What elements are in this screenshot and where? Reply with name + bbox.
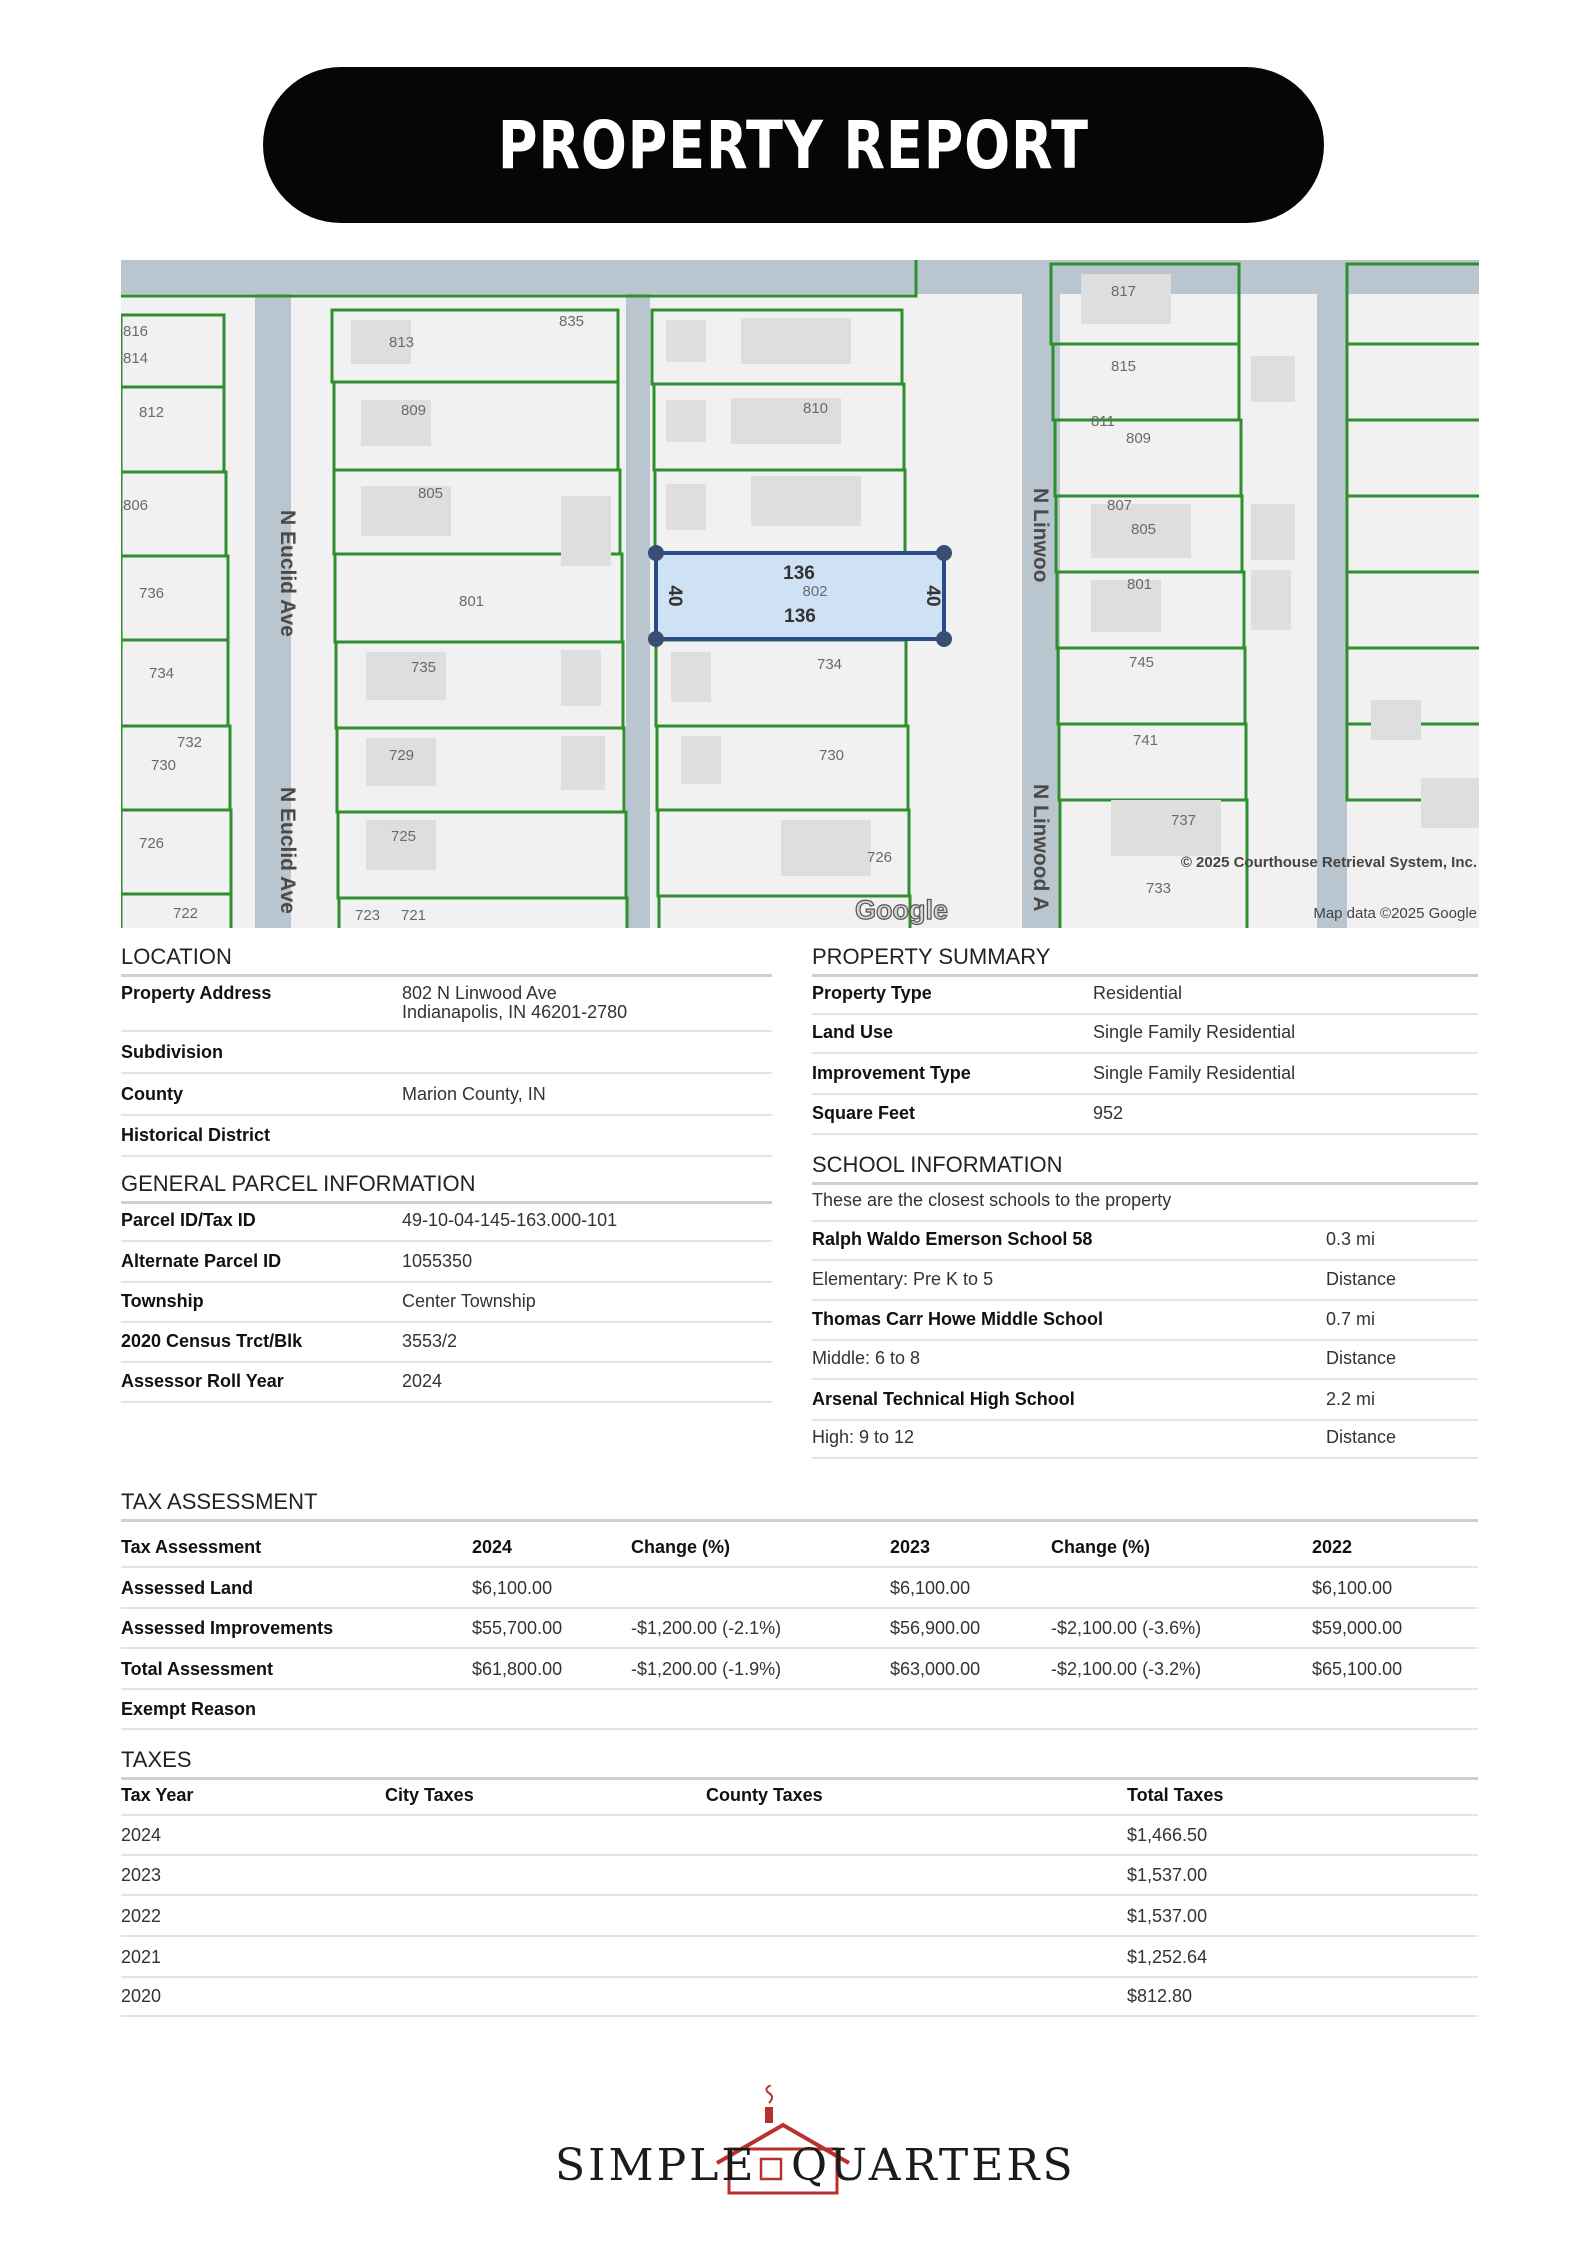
lot-dim-left: 40 — [664, 585, 685, 607]
brand-name-quarters: QUARTERS — [791, 2140, 1076, 2191]
svg-text:807: 807 — [1107, 497, 1133, 514]
parcel-map-svg — [121, 260, 1479, 928]
parcel-row-census: 2020 Census Trct/Blk 3553/2 — [121, 1331, 772, 1363]
svg-text:734: 734 — [149, 665, 175, 682]
taxes-row-2021: 2021 $1,252.64 — [121, 1947, 1478, 1978]
taxes-row-2020: 2020 $812.80 — [121, 1986, 1478, 2017]
svg-text:736: 736 — [139, 585, 165, 602]
parcel-map[interactable] — [121, 260, 1479, 928]
svg-text:812: 812 — [139, 404, 165, 421]
location-row-county: County Marion County, IN — [121, 1084, 772, 1116]
school-3-name-row: Arsenal Technical High School 2.2 mi — [812, 1389, 1478, 1421]
taxes-heading: TAXES — [121, 1747, 1478, 1780]
svg-text:809: 809 — [1126, 430, 1152, 447]
assessment-row-total: Total Assessment $61,800.00 -$1,200.00 (-1.9%) $63,000.00 -$2,100.00 (-3.2%) $65,100.00 — [121, 1659, 1478, 1690]
footer-logo — [555, 2085, 1076, 2195]
street-name-linwood-2: N Linwood A — [1029, 784, 1052, 912]
svg-text:730: 730 — [819, 747, 845, 764]
school-1-level-row: Elementary: Pre K to 5 Distance — [812, 1269, 1478, 1301]
svg-text:730: 730 — [151, 757, 177, 774]
school-1-name-row: Ralph Waldo Emerson School 58 0.3 mi — [812, 1229, 1478, 1261]
map-data-attribution: Map data ©2025 Google — [1313, 905, 1477, 922]
svg-text:721: 721 — [401, 907, 427, 924]
assessment-row-exempt: Exempt Reason — [121, 1699, 1478, 1730]
svg-text:729: 729 — [389, 747, 415, 764]
svg-text:801: 801 — [1127, 576, 1153, 593]
svg-text:805: 805 — [1131, 521, 1157, 538]
location-row-address: Property Address 802 N Linwood Ave Indianapolis, IN 46201-2780 — [121, 983, 772, 1032]
svg-text:810: 810 — [803, 400, 829, 417]
street-name-euclid-2: N Euclid Ave — [276, 787, 299, 914]
map-copyright: © 2025 Courthouse Retrieval System, Inc. — [1180, 854, 1477, 871]
school-3-level-row: High: 9 to 12 Distance — [812, 1427, 1478, 1459]
assessment-row-improvements: Assessed Improvements $55,700.00 -$1,200.00 (-2.1%) $56,900.00 -$2,100.00 (-3.6%) $59,000.00 — [121, 1618, 1478, 1649]
svg-text:735: 735 — [411, 659, 437, 676]
svg-text:732: 732 — [177, 734, 203, 751]
assessment-row-land: Assessed Land $6,100.00 $6,100.00 $6,100.00 — [121, 1578, 1478, 1609]
svg-text:805: 805 — [418, 485, 444, 502]
summary-row-sqft: Square Feet 952 — [812, 1103, 1478, 1135]
svg-text:817: 817 — [1111, 283, 1137, 300]
parcel-row-township: Township Center Township — [121, 1291, 772, 1323]
report-title: PROPERTY REPORT — [498, 106, 1089, 184]
taxes-row-2023: 2023 $1,537.00 — [121, 1865, 1478, 1896]
svg-text:723: 723 — [355, 907, 381, 924]
summary-row-improvement: Improvement Type Single Family Residential — [812, 1063, 1478, 1095]
summary-heading: PROPERTY SUMMARY — [812, 944, 1478, 977]
school-note: These are the closest schools to the property — [812, 1190, 1478, 1222]
svg-text:809: 809 — [401, 402, 427, 419]
report-title-banner — [263, 67, 1324, 223]
lot-dim-bottom: 136 — [784, 606, 816, 627]
svg-text:726: 726 — [867, 849, 893, 866]
subject-lot[interactable] — [648, 545, 952, 647]
svg-text:801: 801 — [459, 593, 485, 610]
road-top — [121, 260, 1479, 294]
svg-text:814: 814 — [123, 350, 149, 367]
svg-text:722: 722 — [173, 905, 199, 922]
summary-row-type: Property Type Residential — [812, 983, 1478, 1015]
svg-text:737: 737 — [1171, 812, 1197, 829]
lot-number-subject: 802 — [802, 583, 828, 600]
google-logo: Google — [855, 895, 948, 925]
svg-text:725: 725 — [391, 828, 417, 845]
parcel-row-roll-year: Assessor Roll Year 2024 — [121, 1371, 772, 1403]
parcel-heading: GENERAL PARCEL INFORMATION — [121, 1171, 772, 1204]
svg-text:745: 745 — [1129, 654, 1155, 671]
svg-text:806: 806 — [123, 497, 149, 514]
svg-text:734: 734 — [817, 656, 843, 673]
summary-row-land-use: Land Use Single Family Residential — [812, 1022, 1478, 1054]
svg-text:741: 741 — [1133, 732, 1159, 749]
lots-col1 — [121, 315, 231, 928]
lot-dim-right: 40 — [922, 585, 943, 607]
svg-text:733: 733 — [1146, 880, 1172, 897]
location-row-subdivision: Subdivision — [121, 1042, 772, 1074]
assessment-heading: TAX ASSESSMENT — [121, 1489, 1478, 1522]
svg-text:813: 813 — [389, 334, 415, 351]
brand-name-simple: SIMPLE — [555, 2140, 757, 2191]
svg-text:815: 815 — [1111, 358, 1137, 375]
road-alley — [626, 294, 650, 928]
svg-text:816: 816 — [123, 323, 149, 340]
lot-labels-col1 — [123, 323, 202, 922]
lot-dim-top: 136 — [783, 563, 815, 584]
taxes-row-2024: 2024 $1,466.50 — [121, 1825, 1478, 1856]
parcel-row-alternate: Alternate Parcel ID 1055350 — [121, 1251, 772, 1283]
school-heading: SCHOOL INFORMATION — [812, 1152, 1478, 1185]
svg-text:726: 726 — [139, 835, 165, 852]
road-right — [1317, 260, 1347, 928]
school-2-name-row: Thomas Carr Howe Middle School 0.7 mi — [812, 1309, 1478, 1341]
parcel-row-id: Parcel ID/Tax ID 49-10-04-145-163.000-101 — [121, 1210, 772, 1242]
street-name-linwood-1: N Linwoo — [1029, 488, 1052, 583]
location-row-historical: Historical District — [121, 1125, 772, 1157]
svg-text:811: 811 — [1091, 413, 1115, 430]
assessment-header-row: Tax Assessment 2024 Change (%) 2023 Change (%) 2022 — [121, 1537, 1478, 1568]
location-heading: LOCATION — [121, 944, 772, 977]
school-2-level-row: Middle: 6 to 8 Distance — [812, 1348, 1478, 1380]
taxes-row-2022: 2022 $1,537.00 — [121, 1906, 1478, 1937]
taxes-header-row: Tax Year City Taxes County Taxes Total Taxes — [121, 1785, 1478, 1816]
svg-text:835: 835 — [559, 313, 585, 330]
street-name-euclid-1: N Euclid Ave — [276, 510, 299, 637]
